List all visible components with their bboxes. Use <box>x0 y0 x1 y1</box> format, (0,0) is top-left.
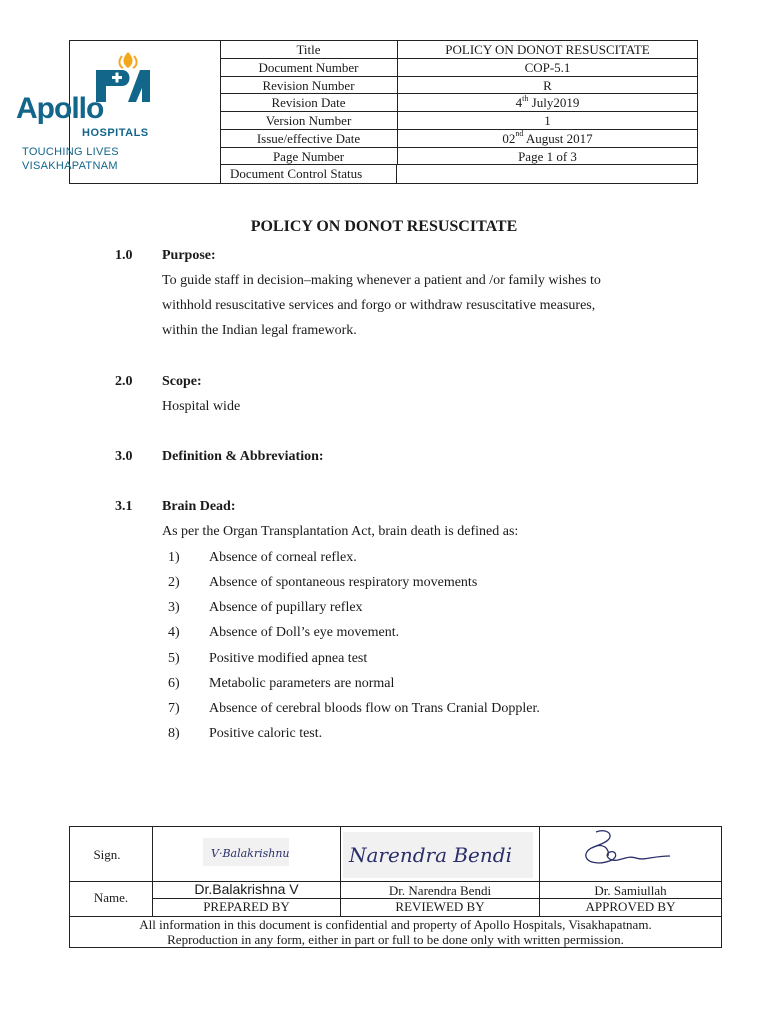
header-label: Title <box>220 41 398 58</box>
header-row-revision-number <box>220 77 697 95</box>
header-value: 4th July2019 <box>515 93 580 111</box>
document-header-table <box>69 40 698 184</box>
header-row-issue-date <box>220 130 697 148</box>
list-item: Absence of pupillary reflex <box>209 600 363 615</box>
signature-image-prepared <box>203 838 289 866</box>
sign-label: Sign. <box>93 847 121 862</box>
logo-hospitals-text: HOSPITALS <box>82 127 149 139</box>
confidentiality-notice-line1: All information in this document is confidential and property of Apollo Hospitals, Visakhapatnam. <box>139 917 652 932</box>
header-label: Page Number <box>220 148 398 165</box>
list-item-number: 2) <box>168 575 180 590</box>
confidentiality-notice-line2: Reproduction in any form, either in part or full to be done only with written permission. <box>167 932 624 947</box>
header-row-version-number <box>220 112 697 130</box>
header-value: POLICY ON DONOT RESUSCITATE <box>445 42 650 57</box>
scope-text: Hospital wide <box>162 399 241 414</box>
section-heading: Brain Dead: <box>162 499 236 514</box>
section-number: 2.0 <box>115 374 133 389</box>
header-value: 1 <box>544 113 551 128</box>
signature-approved <box>578 826 674 872</box>
list-item-number: 8) <box>168 726 180 741</box>
list-item: Positive caloric test. <box>209 726 323 741</box>
signature-image-reviewed <box>343 832 533 878</box>
list-item-number: 1) <box>168 550 180 565</box>
signature-scribble <box>343 832 533 878</box>
header-label: Document Control Status <box>220 165 397 183</box>
list-item-number: 6) <box>168 676 180 691</box>
header-row-document-number <box>220 59 697 77</box>
logo-brand-text: Apollo <box>16 92 104 125</box>
signature-text-reviewed: Narendra Bendi <box>349 843 512 867</box>
header-label: Document Number <box>220 59 398 76</box>
header-row-control-status <box>220 165 697 183</box>
list-item: Positive modified apnea test <box>209 651 368 666</box>
section-heading: Scope: <box>162 374 202 389</box>
name-label: Name. <box>93 890 129 905</box>
reviewer-name: Dr. Narendra Bendi <box>388 883 492 898</box>
purpose-line: To guide staff in decision–making whenever a patient and /or family wishes to <box>162 273 601 288</box>
list-item-number: 4) <box>168 625 180 640</box>
section-number: 3.0 <box>115 449 133 464</box>
document-control-rows <box>220 41 697 183</box>
section-number: 3.1 <box>115 499 133 514</box>
section-heading: Definition & Abbreviation: <box>162 449 324 464</box>
purpose-line: withhold resuscitative services and forgo or withdraw resuscitative measures, <box>162 298 596 313</box>
list-item: Metabolic parameters are normal <box>209 676 395 691</box>
list-item: Absence of corneal reflex. <box>209 550 357 565</box>
approver-name: Dr. Samiullah <box>594 883 667 898</box>
section-number: 1.0 <box>115 248 133 263</box>
header-value: 02nd August 2017 <box>502 129 593 146</box>
list-item: Absence of Doll’s eye movement. <box>209 625 400 640</box>
logo-tagline: TOUCHING LIVES <box>22 146 119 158</box>
list-item-number: 7) <box>168 701 180 716</box>
list-item: Absence of spontaneous respiratory movements <box>209 575 478 590</box>
list-item-number: 3) <box>168 600 180 615</box>
header-label: Revision Date <box>220 94 398 111</box>
logo-location: VISAKHAPATNAM <box>22 160 118 172</box>
reviewed-by-label: REVIEWED BY <box>395 899 485 914</box>
page-title: POLICY ON DONOT RESUSCITATE <box>250 218 518 235</box>
header-row-title <box>220 41 697 59</box>
header-row-revision-date <box>220 94 697 112</box>
header-label: Revision Number <box>220 77 398 94</box>
preparer-name: Dr.Balakrishna V <box>194 881 299 897</box>
header-label: Issue/effective Date <box>220 130 398 147</box>
header-value: Page 1 of 3 <box>518 148 577 164</box>
header-value <box>398 165 697 183</box>
approved-by-label: APPROVED BY <box>585 899 676 914</box>
header-label: Version Number <box>220 112 398 129</box>
signature-scribble <box>203 838 289 866</box>
list-item-number: 5) <box>168 651 180 666</box>
header-value: R <box>543 77 552 93</box>
list-item: Absence of cerebral bloods flow on Trans Cranial Doppler. <box>209 701 540 716</box>
prepared-by-label: PREPARED BY <box>203 899 290 914</box>
brain-dead-intro: As per the Organ Transplantation Act, brain death is defined as: <box>162 524 519 539</box>
header-value: COP-5.1 <box>524 59 571 75</box>
purpose-line: within the Indian legal framework. <box>162 323 357 338</box>
signature-text-prepared: V·Balakrishnu <box>211 847 289 860</box>
header-row-page-number <box>220 148 697 166</box>
section-heading: Purpose: <box>162 248 216 263</box>
